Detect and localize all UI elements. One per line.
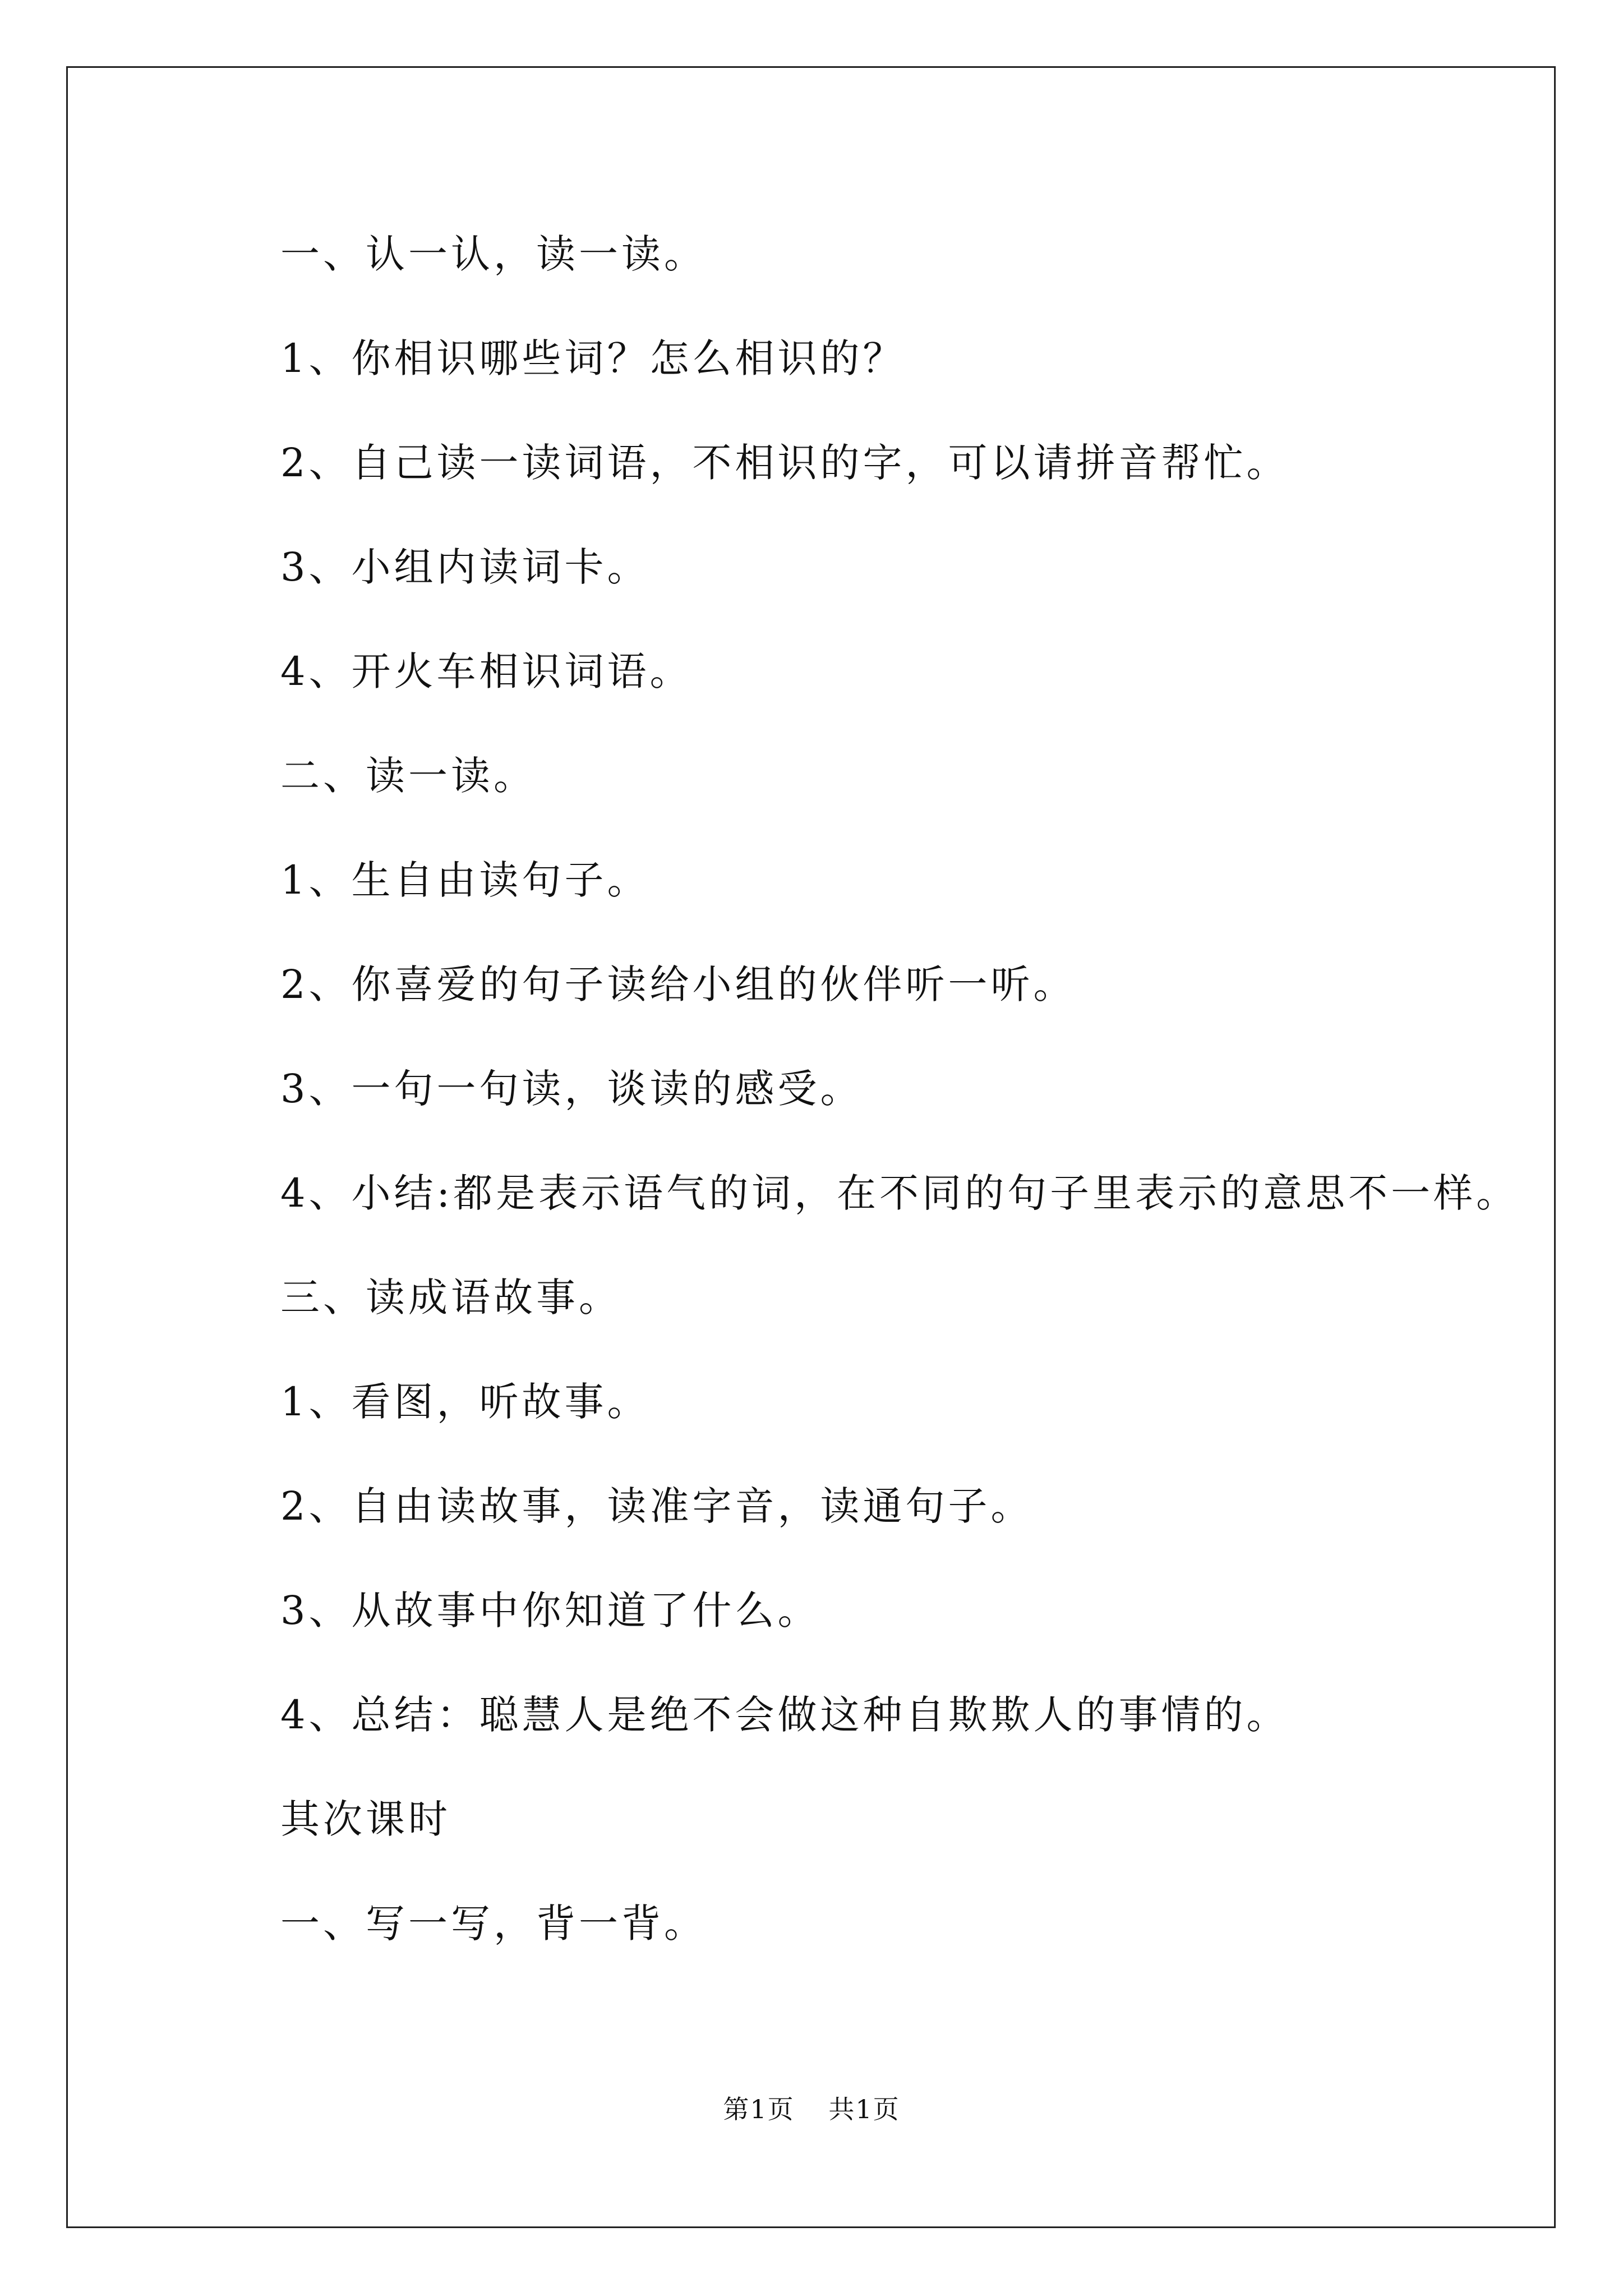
list-item: 2、你喜爱的句子读给小组的伙伴听一听。 [280,961,1076,1007]
lesson-heading: 其次课时 [280,1796,451,1842]
list-item: 4、开火车相识词语。 [280,648,693,694]
list-item: 4、小结:都是表示语气的词，在不同的句子里表示的意思不一样。 [280,1170,1519,1216]
page-footer [0,2089,1623,2126]
document-body [280,223,1519,1997]
page-number: 第1页 [723,2094,795,2124]
section-heading-read: 二、读一读。 [280,753,536,799]
list-item: 1、你相识哪些词？怎么相识的？ [280,335,906,381]
list-item: 4、总结：聪慧人是绝不会做这种自欺欺人的事情的。 [280,1692,1289,1738]
list-item: 3、一句一句读，谈读的感受。 [280,1066,863,1112]
list-item: 1、看图，听故事。 [280,1379,650,1425]
list-item: 2、自己读一读词语，不相识的字，可以请拼音帮忙。 [280,440,1289,486]
list-item: 2、自由读故事，读准字音，读通句子。 [280,1483,1034,1529]
section-heading-write: 一、写一写，背一背。 [280,1901,707,1947]
list-item: 1、生自由读句子。 [280,857,650,903]
list-item: 3、小组内读词卡。 [280,544,650,590]
section-heading-story: 三、读成语故事。 [280,1274,621,1320]
page-total: 共1页 [828,2094,900,2124]
section-heading-recognize: 一、认一认，读一读。 [280,231,707,277]
list-item: 3、从故事中你知道了什么。 [280,1588,820,1634]
